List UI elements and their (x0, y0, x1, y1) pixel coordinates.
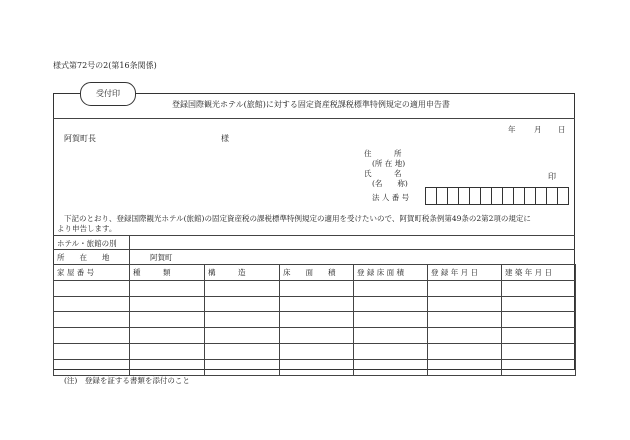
type-row-top (53, 235, 575, 236)
table-row[interactable] (54, 359, 576, 375)
address-label: 住 所 (364, 149, 402, 158)
body-text-line-1: 下記のとおり、登録国際観光ホテル(旅館)の固定資産税の課税標準特例規定の適用を受けたいので、阿賀町税条例第49条の2第2項の規定に (64, 214, 531, 223)
date-month: 月 (534, 125, 542, 134)
location-value[interactable]: 阿賀町 (150, 253, 173, 262)
name-label: 氏 名 (364, 169, 402, 178)
name-sublabel: (名 称) (372, 179, 408, 188)
addressee-honorific: 様 (221, 134, 229, 143)
form-title: 登録国際観光ホテル(旅館)に対する固定資産税課税標準特例規定の適用申告書 (172, 100, 450, 109)
form-code: 様式第72号の2(第16条関係) (53, 61, 157, 70)
footnote: (注) 登録を証する書類を添付のこと (64, 376, 190, 385)
corp-number-digit[interactable] (557, 187, 569, 205)
table-header-row (54, 265, 576, 281)
table-row[interactable] (54, 312, 576, 328)
header-house-number: 家 屋 番 号 (54, 265, 130, 281)
header-registered-floor-area: 登 録 床 面 積 (354, 265, 428, 281)
header-registration-date: 登 録 年 月 日 (428, 265, 502, 281)
header-construction-date: 建 築 年 月 日 (502, 265, 576, 281)
date-year: 年 (508, 125, 516, 134)
body-text-line-2: より申告します。 (57, 224, 117, 233)
property-table (53, 264, 576, 376)
addressee-name: 阿賀町長 (64, 134, 96, 143)
location-row-top (53, 249, 575, 250)
type-label: ホテル・旅館の別 (57, 239, 117, 248)
header-structure: 構 造 (205, 265, 280, 281)
corp-number-label: 法 人 番 号 (372, 193, 410, 202)
header-type: 種 類 (130, 265, 205, 281)
table-row[interactable] (54, 343, 576, 359)
table-row[interactable] (54, 296, 576, 312)
address-sublabel: (所 在 地) (372, 159, 406, 168)
reception-stamp: 受付印 (80, 82, 136, 106)
location-label: 所 在 地 (57, 253, 110, 262)
title-divider (53, 118, 575, 119)
date-day: 日 (558, 125, 566, 134)
seal-mark: 印 (548, 172, 556, 181)
header-floor-area: 床 面 積 (280, 265, 354, 281)
table-row[interactable] (54, 280, 576, 296)
table-row[interactable] (54, 328, 576, 344)
